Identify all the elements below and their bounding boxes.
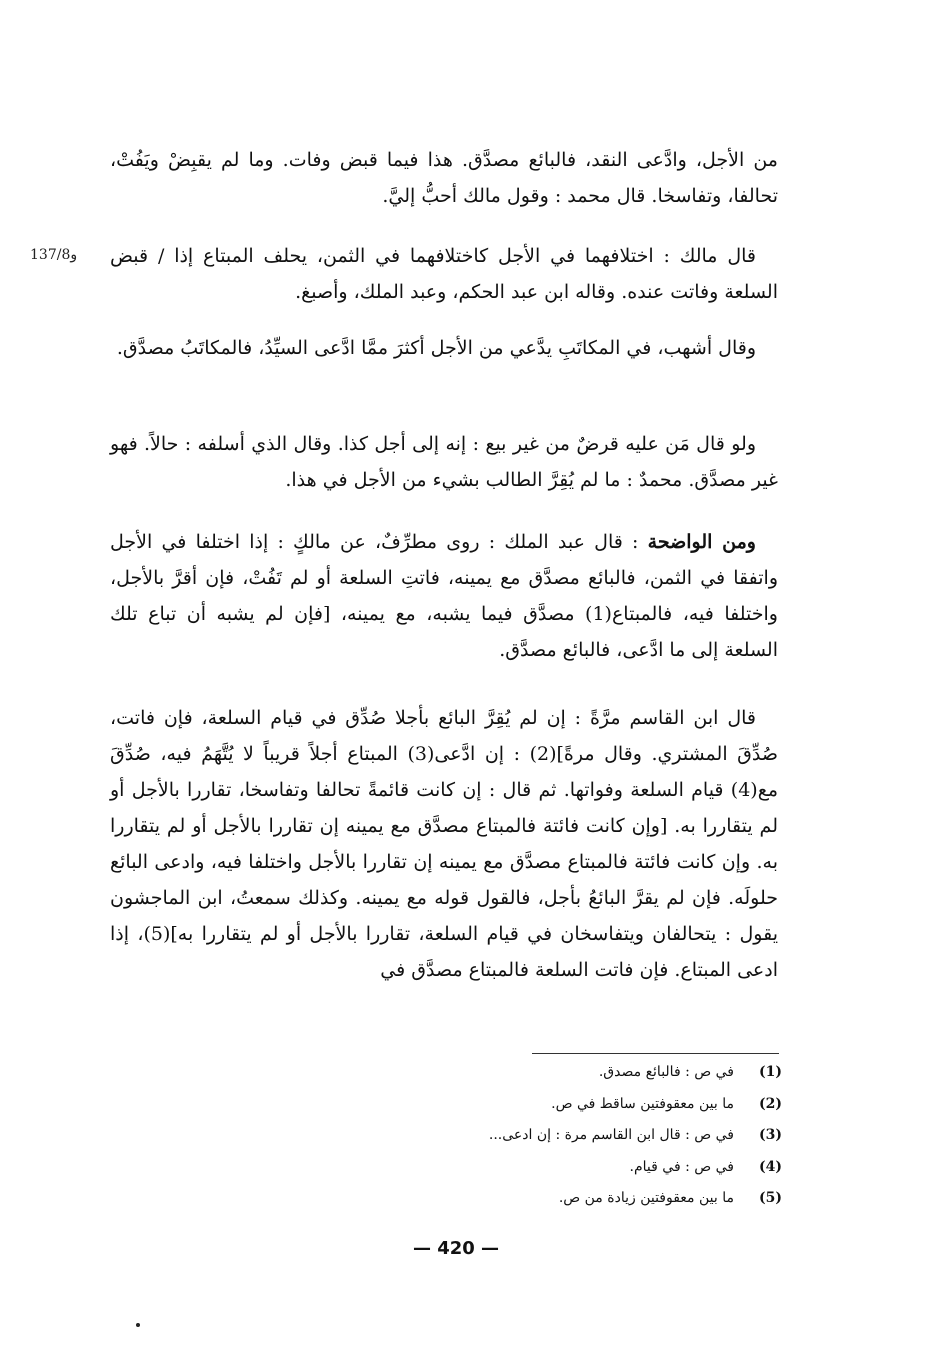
paragraph-4 <box>110 426 778 498</box>
footnote-number: (1) <box>759 1064 782 1080</box>
footnote-item <box>300 1089 782 1121</box>
paragraph-1-text: من الأجل، وادَّعى النقد، فالبائع مصدَّق. هذا فيما قبض وفات. وما لم يقبِضْ ويَفُتْ، تحالفا، وتفاسخا. قال محمد : وقول مالك أحبُّ إليَّ. <box>110 149 778 207</box>
footnote-divider <box>532 1053 779 1054</box>
paragraph-6-text: قال ابن القاسم مرَّةً : إن لم يُقِرَّ البائع بأجلا صُدِّق في قيام السلعة، فإن فاتت، صُدِّقَ المشتري. وقال مرةً](2) : إن ادَّعى(3) المبتاع أجلاً قريباً لا يُتَّهَمُ فيه، صُدِّقَ مع(4) قيام السلعة وفواتها. ثم قال : إن كانت قائمةً تحالفا وتفاسخا، تقاررا بالأجل أو لم يتقاررا به. [وإن كانت فائتة فالمبتاع مصدَّق مع يمينه إن تقاررا بالأجل أو لم يتقاررا به. وإن كانت فائتة فالمبتاع مصدَّق مع يمينه إن تقاررا بالأجل واختلفا فيه، وادعى البائع حلولَه. فإن لم يقرَّ البائعُ بأجل، فالقول قوله مع يمينه. وكذلك سمعتُ، ابن الماجشون يقول : يتحالفان ويتفاسخان في قيام السلعة، تقاررا بالأجل أو لم يتقاررا به](5)، إذا ادعى المبتاع. فإن فاتت السلعة فالمبتاع مصدَّق في <box>110 707 778 981</box>
paragraph-3 <box>110 330 778 366</box>
footnote-text: في ص : فالبائع مصدق. <box>598 1064 734 1080</box>
paragraph-5 <box>110 524 778 668</box>
footnote-number: (5) <box>759 1190 782 1206</box>
footnote-number: (2) <box>759 1095 782 1112</box>
footnote-item <box>300 1120 782 1152</box>
paragraph-5-text <box>110 524 778 668</box>
footnote-text: في ص : في قيام. <box>629 1158 734 1175</box>
paragraph-3-text: وقال أشهب، في المكاتَبِ يدَّعي من الأجل أكثرَ ممَّا ادَّعى السيِّدُ، فالمكاتَبُ مصدَّق. <box>116 337 756 359</box>
paragraph-2 <box>110 238 778 310</box>
footnote-item <box>300 1057 782 1089</box>
footnote-number: (3) <box>759 1127 782 1143</box>
footnote-text: ما بين معقوفتين ساقط في ص. <box>551 1095 734 1112</box>
footnote-item <box>300 1152 782 1184</box>
paragraph-1 <box>110 142 778 214</box>
footnote-number: (4) <box>759 1158 782 1175</box>
page-number: — 420 — <box>412 1238 500 1259</box>
paragraph-4-text: ولو قال مَن عليه قرضٌ من غير بيع : إنه إلى أجل كذا. وقال الذي أسلفه : حالاً. فهو غير مصدَّق. محمدٌ : ما لم يُقِرَّ الطالب بشيء من الأجل في هذا. <box>110 433 778 491</box>
footnote-item <box>300 1183 782 1215</box>
paragraph-5-lead: ومن الواضحة <box>647 531 756 553</box>
paragraph-5-rest: : قال عبد الملك : روى مطرِّفٌ، عن مالكٍ : إذا اختلفا في الأجل واتفقا في الثمن، فالبائع مصدَّق مع يمينه، فاتتِ السلعة أو لم تَفُتْ، فإن أقرَّ بالأجل، واختلفا فيه، فالمبتاع(1) مصدَّق فيما يشبه، مع يمينه، [فإن لم يشبه أن تباع تلك السلعة إلى ما ادَّعى، فالبائع مصدَّق. <box>110 531 778 661</box>
footnotes <box>300 1057 782 1215</box>
footnote-text: في ص : قال ابن القاسم مرة : إن ادعى... <box>488 1127 734 1143</box>
paragraph-6 <box>110 700 778 988</box>
margin-folio-note: 137/8و <box>30 247 78 263</box>
paragraph-2-text: قال مالك : اختلافهما في الأجل كاختلافهما في الثمن، يحلف المبتاع إذا / قبض السلعة وفاتت عنده. وقاله ابن عبد الحكم، وعبد الملك، وأصبغ. <box>110 245 778 303</box>
footnote-text: ما بين معقوفتين زيادة من ص. <box>558 1190 734 1206</box>
ink-speck <box>136 1323 140 1327</box>
